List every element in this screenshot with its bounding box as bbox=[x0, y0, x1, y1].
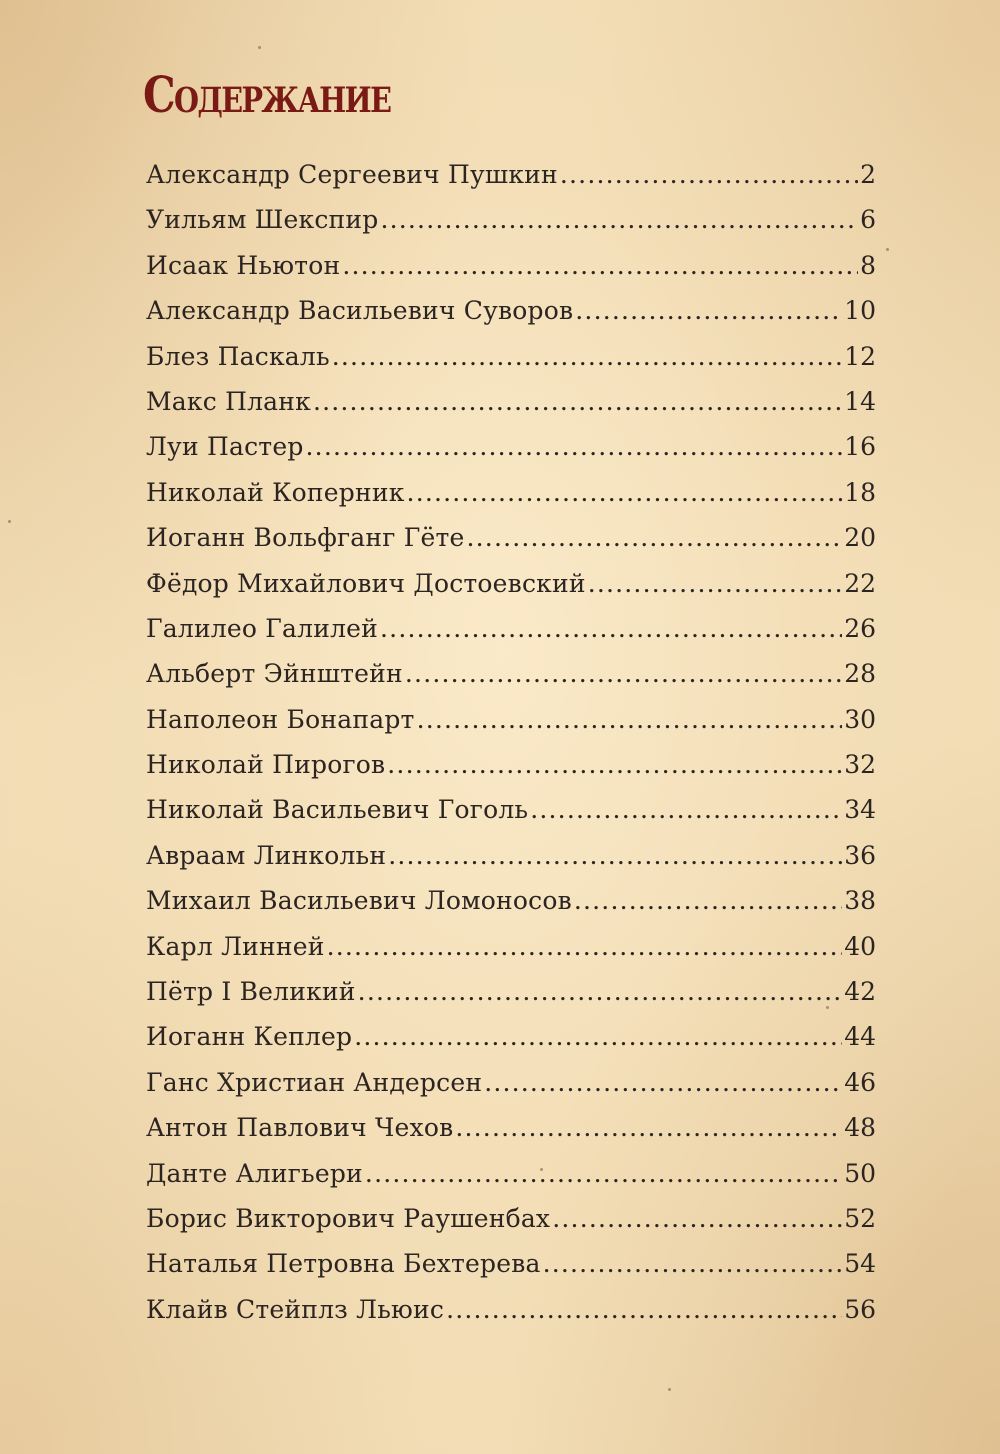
toc-entry[interactable] bbox=[146, 1196, 876, 1241]
toc-entry-title: Галилео Галилей bbox=[146, 613, 379, 643]
toc-page-number: 18 bbox=[844, 477, 876, 507]
dot-leader bbox=[446, 1287, 842, 1332]
toc-page-number: 38 bbox=[844, 886, 876, 916]
paper-speck bbox=[540, 1168, 543, 1171]
dot-leader bbox=[365, 1151, 842, 1196]
dot-leader bbox=[306, 424, 843, 469]
toc-entry-title: Альберт Эйнштейн bbox=[146, 659, 403, 689]
toc-entry[interactable] bbox=[146, 651, 876, 696]
toc-page-number: 48 bbox=[844, 1113, 876, 1143]
dot-leader bbox=[467, 515, 843, 560]
toc-entry-title: Александр Сергеевич Пушкин bbox=[146, 160, 558, 189]
toc-entry[interactable] bbox=[146, 1151, 876, 1196]
toc-entry-title: Данте Алигьери bbox=[146, 1158, 363, 1188]
toc-entry[interactable] bbox=[146, 787, 876, 832]
toc-entry[interactable] bbox=[146, 1287, 876, 1332]
table-of-contents bbox=[146, 152, 876, 1332]
toc-entry-title: Иоганн Вольфганг Гёте bbox=[146, 523, 465, 553]
toc-entry[interactable] bbox=[146, 1105, 876, 1150]
toc-page-number: 44 bbox=[844, 1022, 876, 1052]
toc-page-number: 34 bbox=[844, 795, 876, 825]
toc-entry-title: Михаил Васильевич Ломоносов bbox=[146, 886, 572, 916]
dot-leader bbox=[455, 1105, 842, 1150]
toc-page-number: 54 bbox=[844, 1249, 876, 1279]
toc-entry[interactable] bbox=[146, 742, 876, 787]
toc-page-number: 30 bbox=[844, 704, 876, 734]
toc-entry[interactable] bbox=[146, 833, 876, 878]
toc-entry-title: Исаак Ньютон bbox=[146, 250, 341, 280]
dot-leader bbox=[574, 878, 842, 923]
toc-entry-title: Антон Павлович Чехов bbox=[146, 1113, 454, 1143]
toc-entry[interactable] bbox=[146, 1014, 876, 1059]
toc-entry[interactable] bbox=[146, 1060, 876, 1105]
toc-page-number: 36 bbox=[844, 840, 876, 870]
toc-page-number: 50 bbox=[844, 1158, 876, 1188]
dot-leader bbox=[380, 197, 858, 242]
toc-entry[interactable] bbox=[146, 697, 876, 742]
dot-leader bbox=[358, 969, 843, 1014]
dot-leader bbox=[387, 742, 842, 787]
toc-page-number: 10 bbox=[844, 296, 876, 326]
dot-leader bbox=[484, 1060, 842, 1105]
toc-page-number: 22 bbox=[844, 568, 876, 598]
toc-entry[interactable] bbox=[146, 924, 876, 969]
toc-page-number: 40 bbox=[844, 931, 876, 961]
toc-entry-title: Борис Викторович Раушенбах bbox=[146, 1203, 551, 1233]
dot-leader bbox=[327, 924, 843, 969]
toc-entry[interactable] bbox=[146, 1241, 876, 1286]
page-title: Содержание bbox=[143, 65, 391, 124]
toc-entry-title: Пётр I Великий bbox=[146, 977, 356, 1007]
toc-entry-title: Наталья Петровна Бехтерева bbox=[146, 1249, 541, 1279]
toc-entry-title: Клайв Стейплз Льюис bbox=[146, 1294, 445, 1324]
toc-page-number: 56 bbox=[844, 1294, 876, 1324]
toc-entry-title: Ганс Христиан Андерсен bbox=[146, 1067, 483, 1097]
toc-page-number: 42 bbox=[844, 977, 876, 1007]
toc-page-number: 16 bbox=[844, 432, 876, 462]
paper-speck bbox=[826, 1006, 829, 1009]
dot-leader bbox=[588, 561, 842, 606]
toc-page-number: 32 bbox=[844, 750, 876, 780]
toc-entry[interactable] bbox=[146, 424, 876, 469]
dot-leader bbox=[407, 470, 843, 515]
toc-entry-title: Иоганн Кеплер bbox=[146, 1022, 353, 1052]
dot-leader bbox=[417, 697, 843, 742]
toc-entry-title: Авраам Линкольн bbox=[146, 840, 387, 870]
toc-page-number: 6 bbox=[860, 205, 876, 235]
toc-entry-title: Наполеон Бонапарт bbox=[146, 704, 415, 734]
toc-entry[interactable] bbox=[146, 515, 876, 560]
toc-entry-title: Блез Паскаль bbox=[146, 341, 330, 371]
toc-entry-title: Фёдор Михайлович Достоевский bbox=[146, 568, 586, 598]
toc-page-number: 26 bbox=[844, 613, 876, 643]
toc-entry-title: Карл Линней bbox=[146, 931, 325, 961]
toc-entry-title: Николай Коперник bbox=[146, 477, 405, 507]
dot-leader bbox=[575, 288, 842, 333]
dot-leader bbox=[354, 1014, 842, 1059]
toc-entry-title: Уильям Шекспир bbox=[146, 205, 379, 235]
toc-entry-title: Макс Планк bbox=[146, 386, 311, 416]
toc-entry-title: Николай Васильевич Гоголь bbox=[146, 795, 529, 825]
toc-page-number: 28 bbox=[844, 659, 876, 689]
toc-entry-title: Николай Пирогов bbox=[146, 750, 386, 780]
toc-entry[interactable] bbox=[146, 288, 876, 333]
toc-entry[interactable] bbox=[146, 152, 876, 197]
toc-page-number: 52 bbox=[844, 1203, 876, 1233]
dot-leader bbox=[313, 379, 842, 424]
toc-page-number: 20 bbox=[844, 523, 876, 553]
dot-leader bbox=[332, 334, 842, 379]
toc-entry[interactable] bbox=[146, 969, 876, 1014]
toc-entry[interactable] bbox=[146, 878, 876, 923]
toc-entry[interactable] bbox=[146, 561, 876, 606]
paper-speck bbox=[8, 520, 11, 523]
paper-speck bbox=[886, 248, 889, 251]
toc-entry[interactable] bbox=[146, 197, 876, 242]
toc-entry[interactable] bbox=[146, 606, 876, 651]
paper-speck bbox=[668, 1388, 671, 1391]
toc-entry[interactable] bbox=[146, 379, 876, 424]
dot-leader bbox=[342, 243, 858, 288]
toc-entry[interactable] bbox=[146, 470, 876, 515]
toc-page-number: 8 bbox=[860, 250, 876, 280]
dot-leader bbox=[380, 606, 842, 651]
paper-speck bbox=[258, 46, 261, 49]
toc-entry-title: Луи Пастер bbox=[146, 432, 304, 462]
dot-leader bbox=[560, 152, 858, 197]
toc-page-number: 2 bbox=[860, 160, 876, 189]
toc-entry-title: Александр Васильевич Суворов bbox=[146, 296, 574, 326]
dot-leader bbox=[552, 1196, 842, 1241]
toc-page-number: 46 bbox=[844, 1067, 876, 1097]
dot-leader bbox=[543, 1241, 843, 1286]
dot-leader bbox=[388, 833, 842, 878]
dot-leader bbox=[530, 787, 842, 832]
dot-leader bbox=[405, 651, 842, 696]
toc-page-number: 14 bbox=[844, 386, 876, 416]
toc-entry[interactable] bbox=[146, 243, 876, 288]
toc-entry[interactable] bbox=[146, 334, 876, 379]
toc-page-number: 12 bbox=[844, 341, 876, 371]
